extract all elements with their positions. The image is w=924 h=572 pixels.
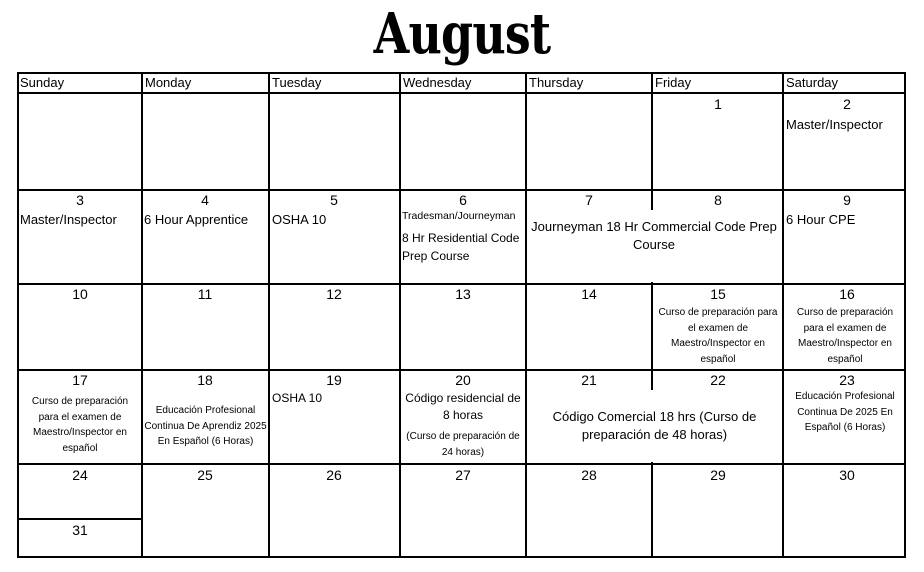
col-divider-6 (782, 72, 784, 558)
day-name-wednesday: Wednesday (403, 75, 472, 90)
day-name-saturday: Saturday (786, 75, 839, 90)
col-divider-4 (525, 72, 527, 558)
day-name-tuesday: Tuesday (272, 75, 322, 90)
calendar-grid (17, 72, 908, 560)
day-number: 25 (197, 467, 213, 483)
day-name-monday: Monday (145, 75, 192, 90)
day-number: 5 (330, 192, 338, 208)
day-number: 19 (326, 372, 342, 388)
event-codigo-residencial-8-horas: Código residencial de 8 horas (405, 391, 521, 423)
event-6-hour-cpe: 6 Hour CPE (786, 212, 856, 227)
event-curso-maestro-inspector: Curso de preparación para el examen de Maestro/Inspector en español (31, 396, 129, 454)
day-number: 31 (72, 522, 88, 538)
day-number: 21 (581, 372, 597, 388)
header-divider (17, 92, 906, 94)
day-number: 27 (455, 467, 471, 483)
event-curso-24-horas: (Curso de preparación de 24 horas) (406, 431, 520, 458)
day-number: 26 (326, 467, 342, 483)
day-number: 30 (839, 467, 855, 483)
day-number: 29 (710, 467, 726, 483)
week2-divider (17, 283, 906, 285)
col-divider-3 (399, 72, 401, 558)
col-divider-1 (141, 72, 143, 558)
event-tradesman-journeyman: Tradesman/Journeyman (402, 210, 516, 222)
event-codigo-comercial-18-hrs: Código Comercial 18 hrs (Curso de preparación de 48 horas) (552, 409, 757, 442)
day-number: 28 (581, 467, 597, 483)
calendar-title: August (373, 1, 551, 67)
day24-31-divider (17, 518, 142, 520)
day-number: 23 (839, 372, 855, 388)
event-master-inspector: Master/Inspector (20, 212, 117, 227)
day-number: 15 (710, 286, 726, 302)
col-divider-2 (268, 72, 270, 558)
event-master-inspector: Master/Inspector (786, 117, 883, 132)
col-divider-5 (651, 72, 653, 558)
day-number: 24 (72, 467, 88, 483)
day-name-sunday: Sunday (20, 75, 65, 90)
day-number: 2 (843, 96, 851, 112)
day-number: 16 (839, 286, 855, 302)
week3-divider (17, 369, 906, 371)
event-6-hour-apprentice: 6 Hour Apprentice (144, 212, 249, 227)
event-curso-maestro-inspector: Curso de preparación para el examen de Maestro/Inspector en español (796, 307, 894, 365)
day-number: 11 (197, 286, 213, 302)
day-number: 4 (201, 192, 209, 208)
day-name-thursday: Thursday (529, 75, 584, 90)
day-number: 8 (714, 192, 722, 208)
event-osha-10: OSHA 10 (272, 391, 323, 405)
day-number: 1 (714, 96, 722, 112)
event-educacion-profesional-aprendiz: Educación Profesional Continua De Aprendiz 2025 En Español (6 Horas) (144, 405, 267, 447)
day-number: 17 (72, 372, 88, 388)
day-number: 3 (76, 192, 84, 208)
day-number: 20 (455, 372, 471, 388)
week1-divider (17, 189, 906, 191)
day-number: 7 (585, 192, 593, 208)
event-curso-maestro-inspector: Curso de preparación para el examen de Maestro/Inspector en español (658, 307, 778, 365)
event-8hr-residential-code-prep: 8 Hr Residential Code Prep Course (402, 231, 520, 263)
event-journeyman-18hr-commercial-code-prep: Journeyman 18 Hr Commercial Code Prep Course (531, 219, 777, 252)
day-number: 13 (455, 286, 471, 302)
day-name-friday: Friday (655, 75, 692, 90)
day-number: 18 (197, 372, 213, 388)
day-number: 6 (459, 192, 467, 208)
day-number: 10 (72, 286, 88, 302)
day-number: 9 (843, 192, 851, 208)
week4-divider (17, 463, 906, 465)
event-educacion-profesional-2025: Educación Profesional Continua De 2025 En Español (6 Horas) (795, 391, 895, 433)
day-number: 22 (710, 372, 726, 388)
event-osha-10: OSHA 10 (272, 212, 327, 227)
day-number: 14 (581, 286, 597, 302)
day-number: 12 (326, 286, 342, 302)
